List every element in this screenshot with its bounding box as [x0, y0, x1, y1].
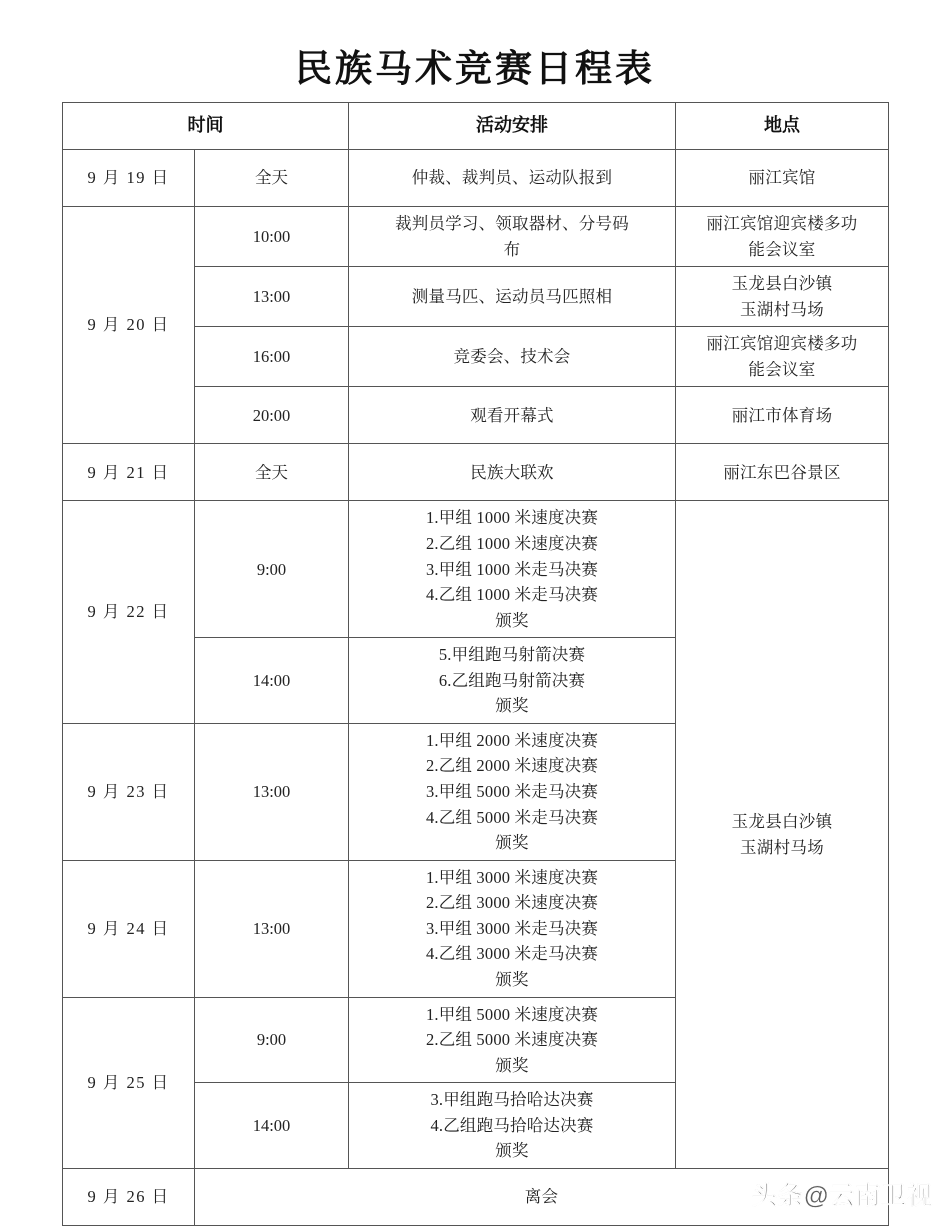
- activity-line: 2.乙组 1000 米速度决赛: [425, 533, 599, 553]
- cell-place: [676, 327, 889, 387]
- table-row: [63, 444, 889, 501]
- cell-activity: [349, 387, 676, 444]
- activity-line: 观看开幕式: [470, 405, 554, 425]
- page-title: 民族马术竞赛日程表: [295, 49, 655, 90]
- activity-line: 布: [503, 239, 521, 259]
- cell-activity: [349, 723, 676, 860]
- table-row: [63, 207, 889, 267]
- activity-line: 竞委会、技术会: [453, 347, 571, 367]
- cell-time: 13:00: [195, 723, 349, 860]
- cell-time: 20:00: [195, 387, 349, 444]
- cell-time: 10:00: [195, 207, 349, 267]
- column-header-place: 地点: [676, 103, 889, 150]
- place-line: 丽江东巴谷景区: [723, 462, 841, 482]
- cell-activity: [349, 638, 676, 724]
- activity-line: 测量马匹、运动员马匹照相: [411, 286, 613, 306]
- place-line: 丽江宾馆迎宾楼多功: [706, 334, 858, 354]
- activity-line: 4.乙组 3000 米走马决赛: [425, 944, 599, 964]
- cell-date: 9 月 23 日: [63, 723, 195, 860]
- cell-place: [676, 267, 889, 327]
- cell-activity: [349, 327, 676, 387]
- cell-time: 13:00: [195, 267, 349, 327]
- cell-time: 9:00: [195, 501, 349, 638]
- activity-line: 离会: [524, 1187, 559, 1207]
- activity-line: 4.乙组 1000 米走马决赛: [425, 585, 599, 605]
- activity-line: 2.乙组 2000 米速度决赛: [425, 756, 599, 776]
- cell-date: 9 月 22 日: [63, 501, 195, 724]
- place-line: 玉湖村马场: [740, 837, 824, 857]
- cell-place: [676, 150, 889, 207]
- cell-place: [676, 207, 889, 267]
- activity-line: 1.甲组 3000 米速度决赛: [425, 867, 599, 887]
- cell-date: 9 月 25 日: [63, 997, 195, 1168]
- cell-activity: [349, 444, 676, 501]
- activity-line: 4.乙组 5000 米走马决赛: [425, 807, 599, 827]
- activity-line: 仲裁、裁判员、运动队报到: [411, 168, 613, 188]
- cell-activity: [349, 997, 676, 1083]
- place-line: 丽江市体育场: [731, 405, 833, 425]
- activity-line: 3.甲组 5000 米走马决赛: [425, 782, 599, 801]
- watermark: 头条@云南卫视: [752, 1182, 934, 1210]
- activity-line: 3.甲组 3000 米走马决赛: [425, 918, 599, 938]
- activity-line: 颁奖: [495, 833, 529, 853]
- activity-line: 6.乙组跑马射箭决赛: [438, 670, 586, 690]
- cell-activity: [349, 207, 676, 267]
- activity-line: 1.甲组 2000 米速度决赛: [425, 730, 599, 750]
- place-line: 玉龙县白沙镇: [731, 274, 833, 294]
- cell-date: 9 月 20 日: [63, 207, 195, 444]
- schedule-table-body: [63, 150, 889, 1226]
- activity-line: 1.甲组 1000 米速度决赛: [425, 508, 599, 528]
- activity-line: 4.乙组跑马拾哈达决赛: [430, 1115, 594, 1135]
- cell-date: 9 月 26 日: [63, 1168, 195, 1225]
- schedule-table-container: [62, 102, 888, 1226]
- cell-date: 9 月 19 日: [63, 150, 195, 207]
- place-line: 玉湖村马场: [740, 299, 824, 319]
- cell-time: 16:00: [195, 327, 349, 387]
- place-line: 能会议室: [748, 359, 816, 379]
- activity-line: 民族大联欢: [470, 462, 554, 482]
- cell-time: 全天: [195, 444, 349, 501]
- activity-line: 颁奖: [495, 969, 529, 989]
- schedule-table: [62, 102, 889, 1226]
- cell-place: [676, 444, 889, 501]
- cell-place-racecourse: [676, 501, 889, 1169]
- cell-time: 14:00: [195, 1083, 349, 1169]
- column-header-activity: 活动安排: [349, 103, 676, 150]
- cell-time: 13:00: [195, 860, 349, 997]
- cell-date: 9 月 21 日: [63, 444, 195, 501]
- cell-activity: [349, 860, 676, 997]
- table-row: [63, 501, 889, 638]
- activity-line: 2.乙组 5000 米速度决赛: [425, 1030, 599, 1050]
- cell-time: 14:00: [195, 638, 349, 724]
- activity-line: 2.乙组 3000 米速度决赛: [425, 893, 599, 913]
- column-header-time: 时间: [63, 103, 349, 150]
- cell-time: 全天: [195, 150, 349, 207]
- place-line: 玉龙县白沙镇: [731, 812, 833, 832]
- activity-line: 3.甲组 1000 米走马决赛: [425, 559, 599, 579]
- activity-line: 颁奖: [495, 610, 529, 630]
- cell-time: 9:00: [195, 997, 349, 1083]
- activity-line: 3.甲组跑马拾哈达决赛: [430, 1090, 594, 1110]
- place-line: 丽江宾馆迎宾楼多功: [706, 214, 858, 233]
- activity-line: 裁判员学习、领取器材、分号码: [395, 214, 629, 233]
- place-line: 丽江宾馆: [748, 168, 816, 188]
- cell-place: [676, 387, 889, 444]
- table-header-row: [63, 103, 889, 150]
- activity-line: 1.甲组 5000 米速度决赛: [425, 1004, 599, 1024]
- activity-line: 5.甲组跑马射箭决赛: [438, 645, 586, 665]
- cell-activity: [349, 1083, 676, 1169]
- table-row: [63, 150, 889, 207]
- place-line: 能会议室: [748, 239, 816, 259]
- activity-line: 颁奖: [495, 1141, 529, 1161]
- activity-line: 颁奖: [495, 696, 529, 716]
- activity-line: 颁奖: [495, 1055, 529, 1075]
- cell-activity: [349, 267, 676, 327]
- cell-date: 9 月 24 日: [63, 860, 195, 997]
- cell-activity: [349, 150, 676, 207]
- cell-activity: [349, 501, 676, 638]
